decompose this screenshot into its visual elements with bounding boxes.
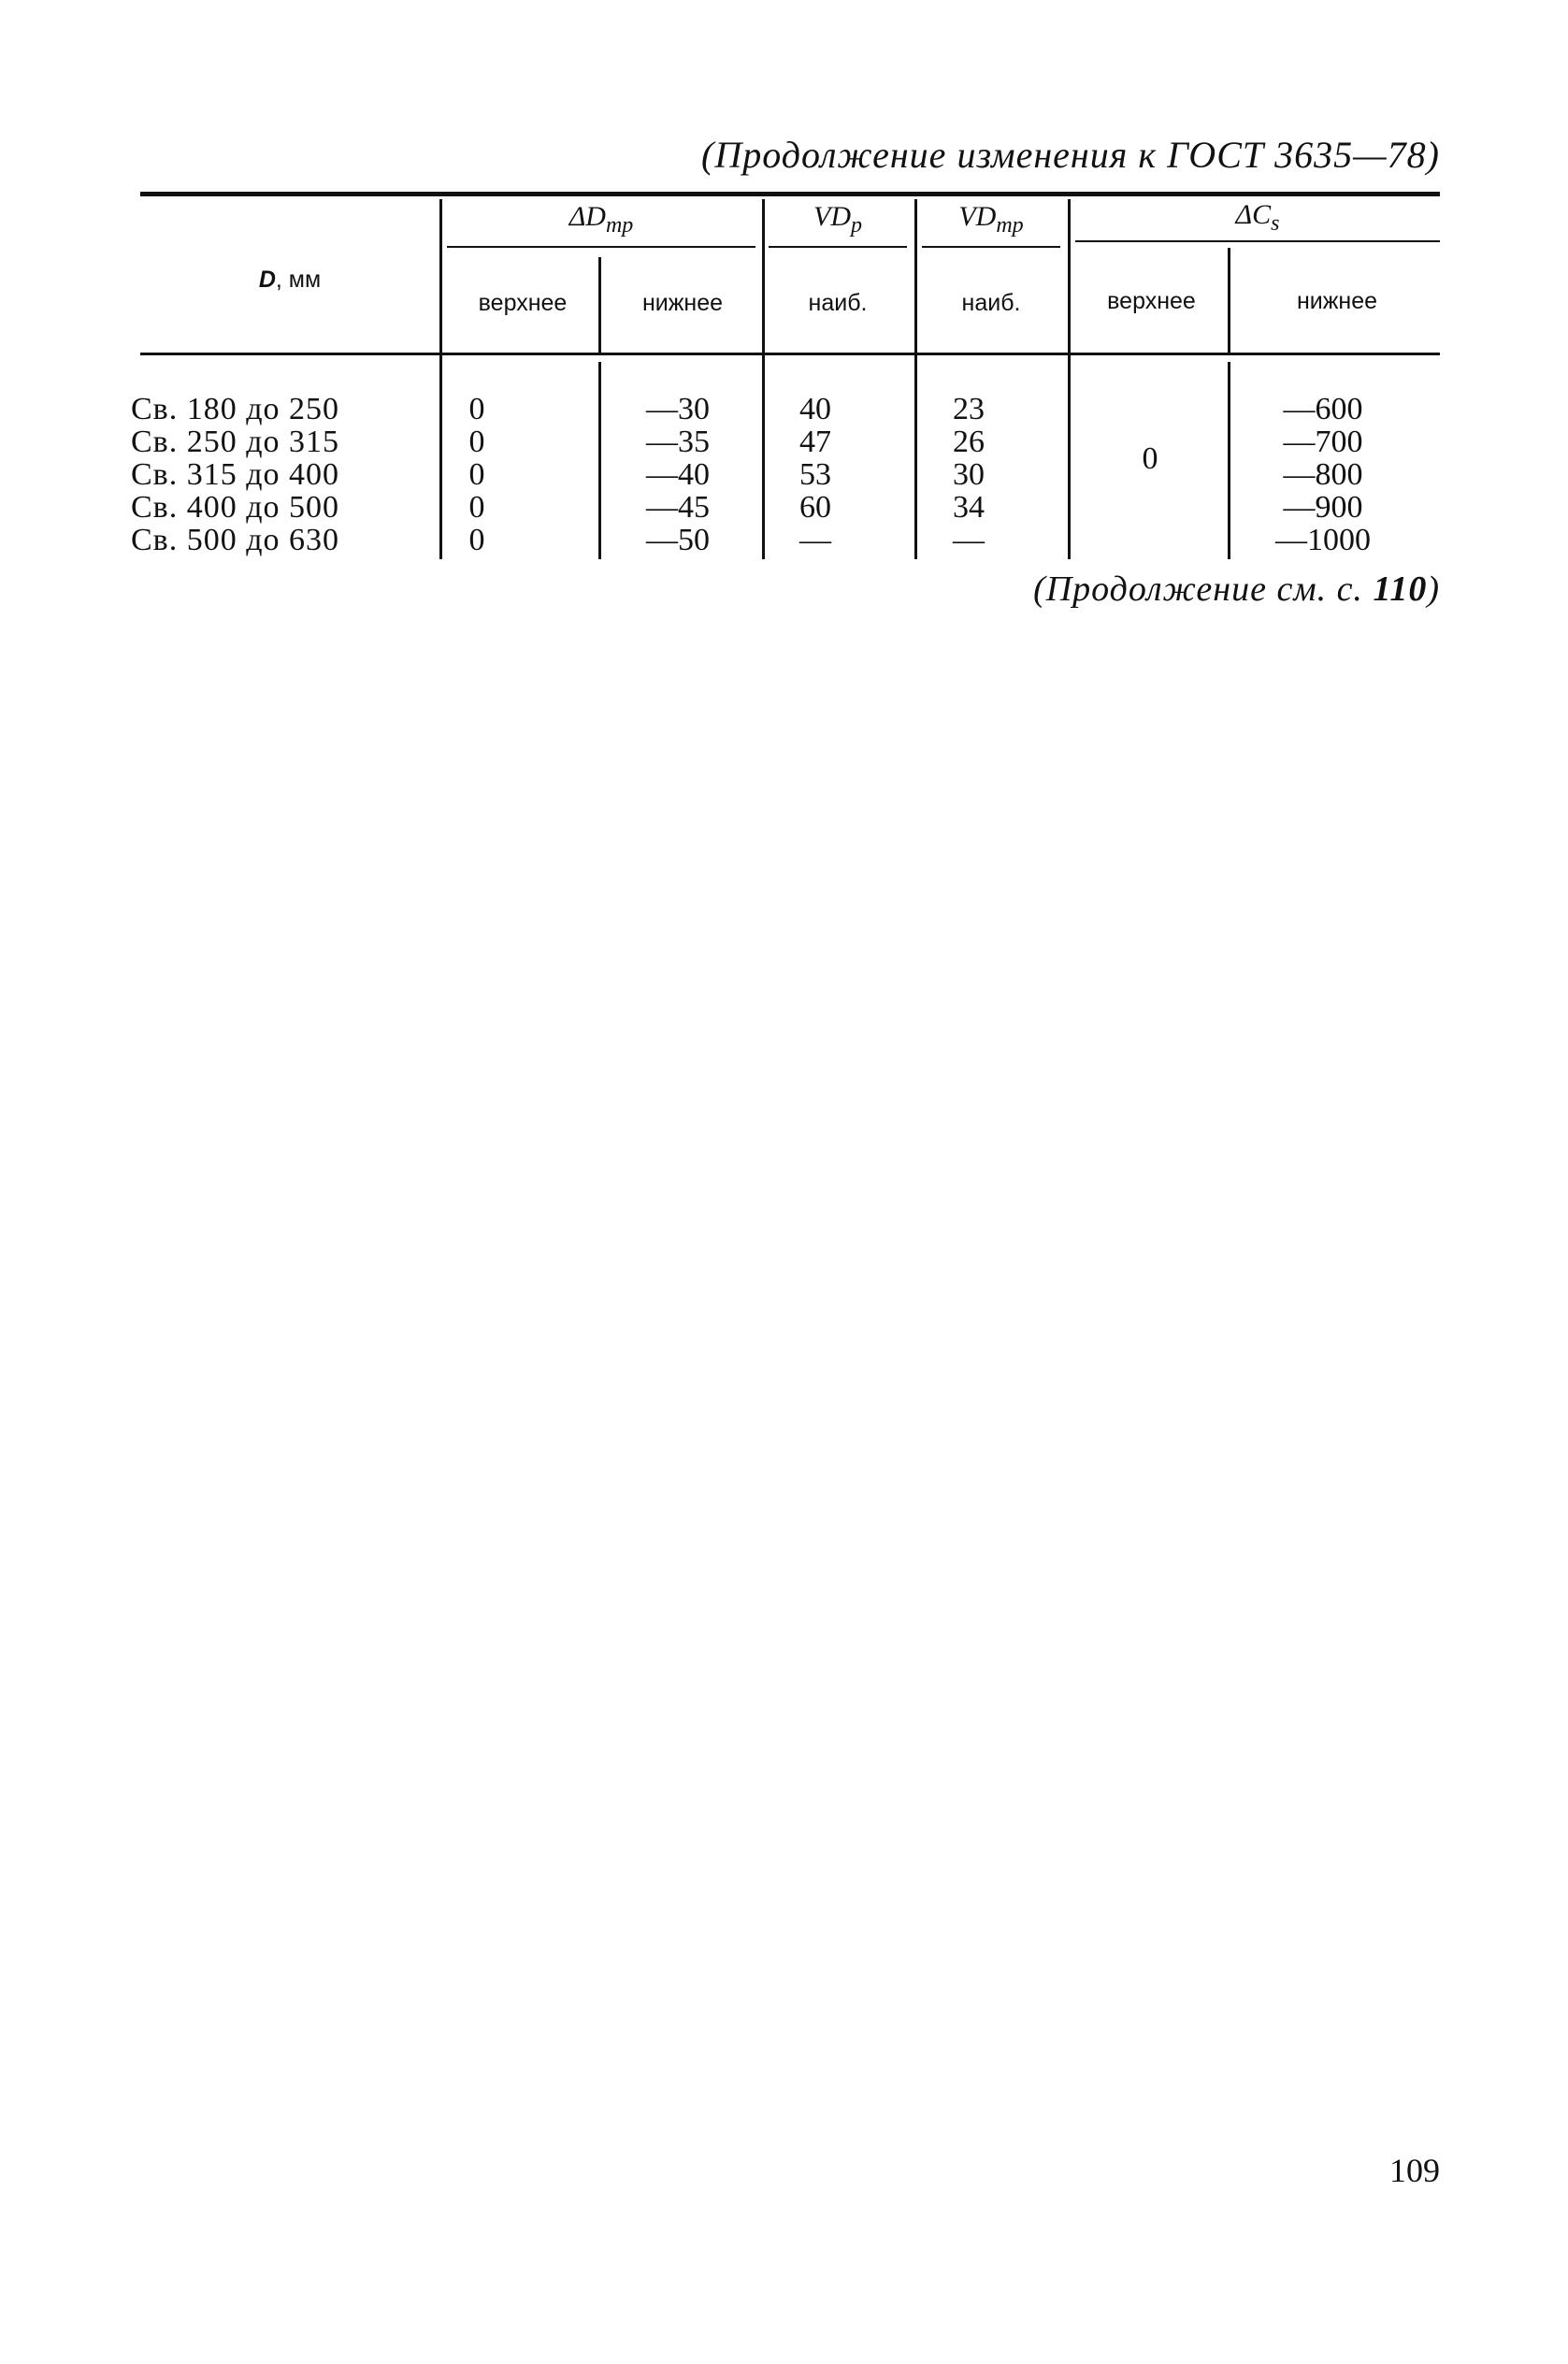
cell-vdmp: 26 <box>953 425 985 459</box>
cell-cs-lower: —900 <box>1283 490 1363 525</box>
header-d-symbol: D <box>258 267 276 293</box>
tolerance-table <box>131 192 1440 566</box>
subheader-vdmp-max: наиб. <box>961 290 1021 316</box>
cell-cs-lower: —1000 <box>1275 523 1371 557</box>
header-vdmp <box>922 201 1060 238</box>
cell-vdp: — <box>799 523 831 557</box>
header-vdp-sub: p <box>851 213 862 238</box>
subheader-cs-lower: нижнее <box>1296 288 1378 314</box>
footer-continuation <box>673 569 1440 610</box>
group-rule-cs <box>1075 240 1440 242</box>
cell-cs-lower: —700 <box>1283 425 1363 459</box>
cell-vdmp: 23 <box>953 392 985 426</box>
page-number: 109 <box>1389 2152 1440 2189</box>
table-top-rule <box>140 192 1440 196</box>
header-delta-dmp-sub: mp <box>605 213 634 238</box>
col-separator <box>598 362 601 559</box>
table-header-rule <box>140 353 1440 355</box>
cell-dmp-lower: —30 <box>646 392 710 426</box>
col-separator <box>439 199 442 559</box>
page-header-continuation: (Продолжение изменения к ГОСТ 3635—78) <box>701 134 1440 176</box>
cell-vdmp: — <box>953 523 985 557</box>
cell-dmp-upper: 0 <box>468 425 485 459</box>
row-range: Св. 180 до 250 <box>131 392 340 426</box>
subheader-dmp-upper: верхнее <box>478 290 568 316</box>
cell-vdp: 60 <box>799 490 831 525</box>
subheader-dmp-lower: нижнее <box>641 290 724 316</box>
header-vdp-main: VD <box>813 201 851 232</box>
row-range: Св. 400 до 500 <box>131 490 340 525</box>
row-range: Св. 500 до 630 <box>131 523 340 557</box>
footer-continuation-prefix: (Продолжение см. с. <box>1033 569 1374 609</box>
header-delta-cs-sub: s <box>1271 211 1280 236</box>
cell-vdp: 53 <box>799 457 831 492</box>
footer-continuation-page: 110 <box>1373 569 1428 609</box>
col-separator <box>762 199 765 559</box>
col-separator <box>914 199 917 559</box>
col-separator <box>1228 248 1230 355</box>
cell-vdp: 40 <box>799 392 831 426</box>
cell-dmp-lower: —40 <box>646 457 710 492</box>
header-vdp <box>769 201 907 238</box>
cell-cs-lower: —600 <box>1283 392 1363 426</box>
header-d-mm <box>196 267 383 294</box>
header-delta-dmp-main: ΔD <box>568 201 606 232</box>
cell-dmp-upper: 0 <box>468 392 485 426</box>
subheader-cs-upper: верхнее <box>1107 288 1196 314</box>
row-range: Св. 315 до 400 <box>131 457 340 492</box>
header-vdmp-sub: mp <box>996 213 1024 238</box>
group-rule-dmp <box>447 246 755 248</box>
footer-continuation-suffix: ) <box>1427 569 1440 609</box>
header-d-unit: , мм <box>275 267 322 293</box>
subheader-vdp-max: наиб. <box>808 290 868 316</box>
header-delta-cs <box>1075 199 1440 237</box>
cell-dmp-lower: —50 <box>646 523 710 557</box>
cell-cs-lower: —800 <box>1283 457 1363 492</box>
cell-dmp-lower: —45 <box>646 490 710 525</box>
header-vdmp-main: VD <box>958 201 997 232</box>
header-delta-dmp <box>447 201 755 238</box>
header-delta-cs-main: ΔC <box>1235 199 1272 230</box>
cell-dmp-upper: 0 <box>468 490 485 525</box>
group-rule-vdp <box>769 246 907 248</box>
cell-dmp-upper: 0 <box>468 457 485 492</box>
group-rule-vdmp <box>922 246 1060 248</box>
row-range: Св. 250 до 315 <box>131 425 340 459</box>
cell-dmp-upper: 0 <box>468 523 485 557</box>
cell-vdp: 47 <box>799 425 831 459</box>
col-separator <box>1228 362 1230 559</box>
col-separator <box>1068 199 1071 559</box>
col-separator <box>598 257 601 355</box>
cell-vdmp: 34 <box>953 490 985 525</box>
cell-vdmp: 30 <box>953 457 985 492</box>
cell-dmp-lower: —35 <box>646 425 710 459</box>
cell-cs-upper-merged: 0 <box>1142 441 1158 476</box>
